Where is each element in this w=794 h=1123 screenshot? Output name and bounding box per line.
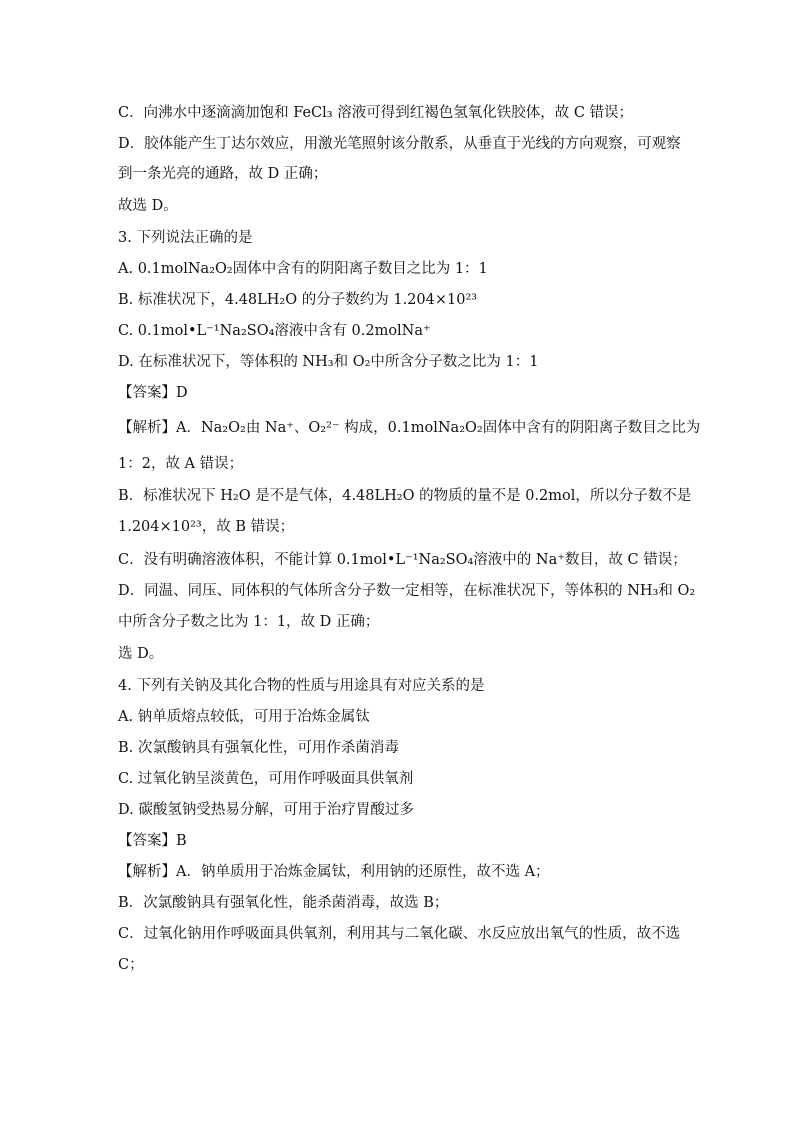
question-4-answer: 【答案】B [118, 833, 187, 849]
text-line: D．胶体能产生丁达尔效应，用激光笔照射该分散系，从垂直于光线的方向观察，可观察 [118, 136, 681, 152]
text-line: 故选 D。 [118, 198, 178, 214]
question-3-stem: 3. 下列说法正确的是 [118, 230, 253, 246]
text-line: C．过氧化钠用作呼吸面具供氧剂，利用其与二氧化碳、水反应放出氧气的性质，故不选 [118, 926, 681, 942]
question-4-option-c: C. 过氧化钠呈淡黄色，可用作呼吸面具供氧剂 [118, 771, 414, 787]
question-3-option-b: B. 标准状况下，4.48LH₂O 的分子数约为 1.204×10²³ [118, 292, 478, 308]
text-line: 中所含分子数之比为 1：1，故 D 正确； [118, 614, 380, 630]
question-3-option-c: C. 0.1mol•L⁻¹Na₂SO₄溶液中含有 0.2molNa⁺ [118, 323, 431, 339]
text-line: 选 D。 [118, 646, 164, 662]
question-3-option-d: D. 在标准状况下，等体积的 NH₃和 O₂中所含分子数之比为 1：1 [118, 354, 539, 370]
question-4-option-b: B. 次氯酸钠具有强氧化性，可用作杀菌消毒 [118, 740, 399, 756]
text-line: C．没有明确溶液体积，不能计算 0.1mol•L⁻¹Na₂SO₄溶液中的 Na⁺数目，故 C 错误； [118, 552, 687, 568]
question-3-explanation: 【解析】A．Na₂O₂由 Na⁺、O₂²⁻ 构成，0.1molNa₂O₂固体中含有的阴阳离子数目之比为 [118, 420, 701, 436]
text-line: B．次氯酸钠具有强氧化性，能杀菌消毒，故选 B； [118, 895, 449, 911]
text-line: 1：2，故 A 错误； [118, 456, 244, 472]
question-3-answer: 【答案】D [118, 385, 188, 401]
question-4-stem: 4. 下列有关钠及其化合物的性质与用途具有对应关系的是 [118, 678, 485, 694]
text-line: C； [118, 957, 144, 973]
text-line: C．向沸水中逐滴滴加饱和 FeCl₃ 溶液可得到红褐色氢氧化铁胶体，故 C 错误； [118, 105, 634, 121]
text-line: B．标准状况下 H₂O 是不是气体，4.48LH₂O 的物质的量不是 0.2mol，所以分子数不是 [118, 488, 692, 504]
question-4-option-d: D. 碳酸氢钠受热易分解，可用于治疗胃酸过多 [118, 802, 414, 818]
question-4-option-a: A. 钠单质熔点较低，可用于冶炼金属钛 [118, 709, 370, 725]
text-line: 到一条光亮的通路，故 D 正确； [118, 166, 328, 182]
question-3-option-a: A. 0.1molNa₂O₂固体中含有的阴阳离子数目之比为 1：1 [118, 261, 488, 277]
text-line: 1.204×10²³，故 B 错误； [118, 519, 295, 535]
question-4-explanation: 【解析】A．钠单质用于冶炼金属钛，利用钠的还原性，故不选 A； [118, 864, 550, 880]
text-line: D．同温、同压、同体积的气体所含分子数一定相等，在标准状况下，等体积的 NH₃和 O₂ [118, 583, 696, 599]
